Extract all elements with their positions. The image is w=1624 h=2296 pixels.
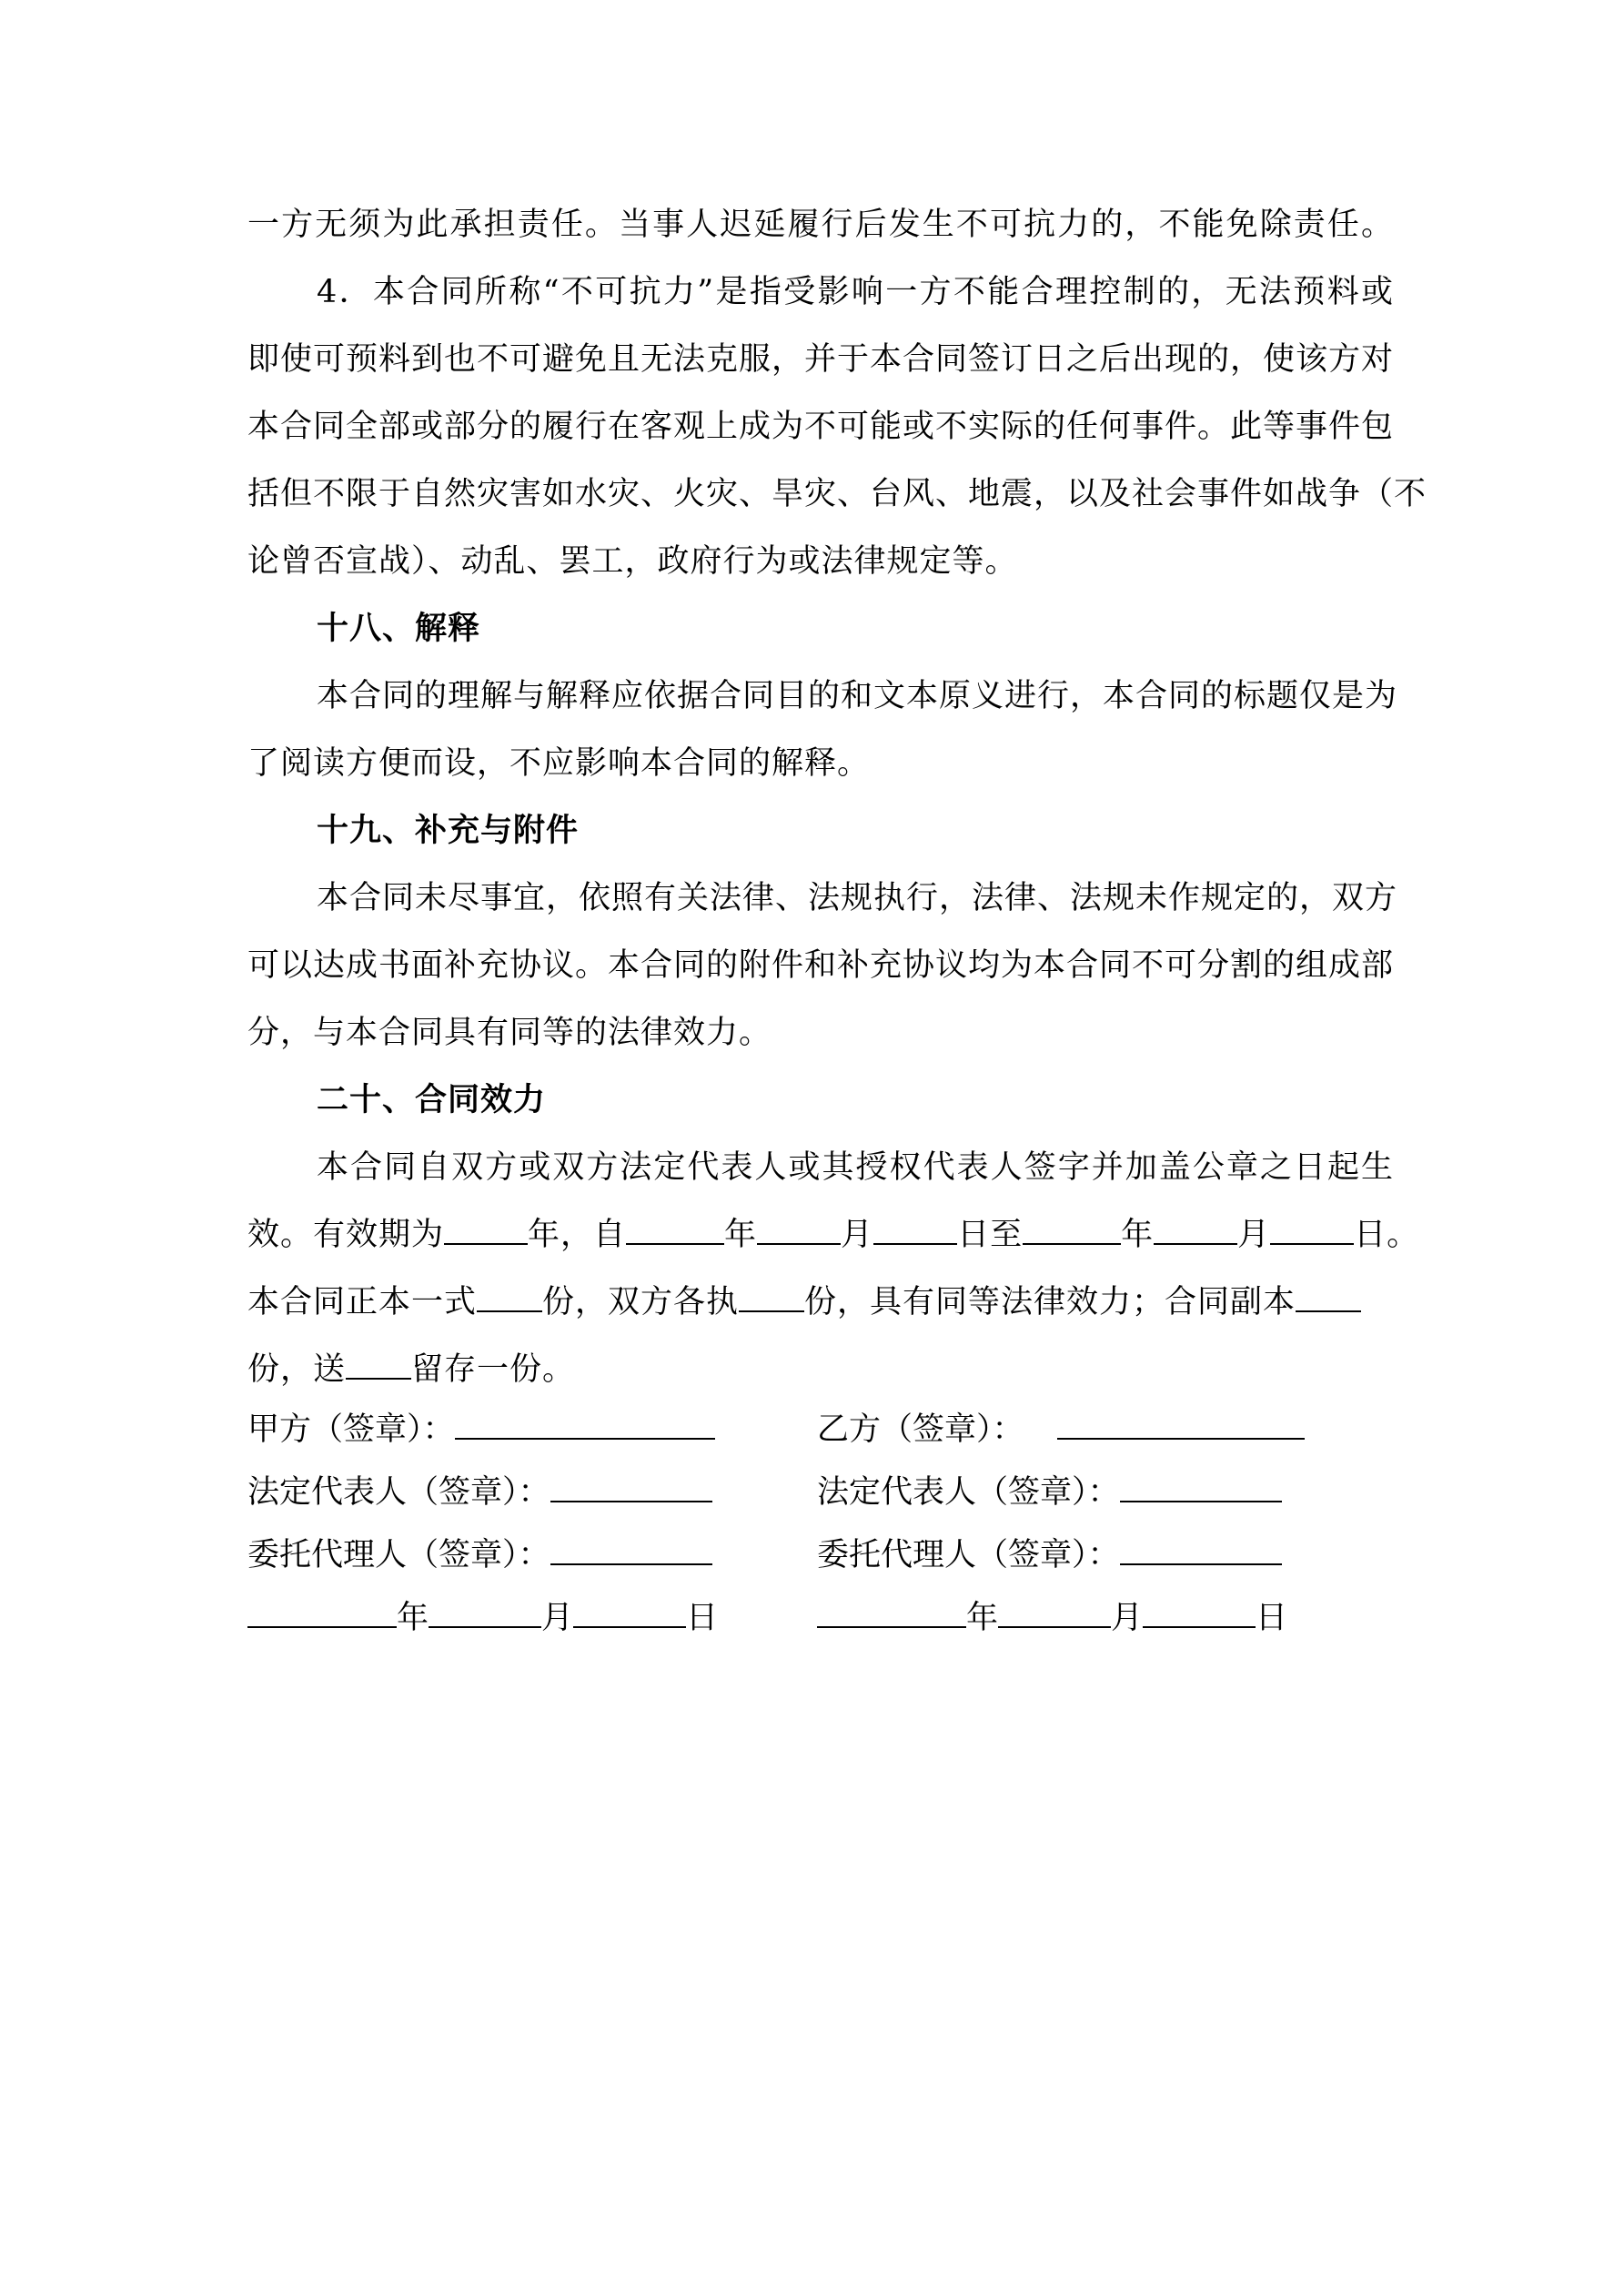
- party-a-signature: [247, 1399, 715, 1462]
- paragraph-line: 括但不限于自然灾害如水灾、火灾、旱灾、台风、地震，以及社会事件如战争（不: [247, 476, 1427, 512]
- day-label: 日: [1256, 1600, 1288, 1636]
- paragraph-line: 一方无须为此承担责任。当事人迟延履行后发生不可抗力的，不能免除责任。: [247, 207, 1394, 243]
- text-segment: 年，自: [528, 1217, 627, 1253]
- text-segment: 月: [1237, 1217, 1271, 1253]
- text-segment: 年: [724, 1217, 758, 1253]
- text-segment: 日至: [957, 1217, 1024, 1253]
- agent-label: 委托代理人（签章）：: [817, 1537, 1120, 1573]
- month-label: 月: [541, 1600, 574, 1636]
- blank-field[interactable]: [626, 1216, 724, 1245]
- date-month-field[interactable]: [429, 1595, 541, 1628]
- text-segment: 月: [841, 1217, 874, 1253]
- party-a-agent: [247, 1524, 712, 1587]
- month-label: 月: [1111, 1600, 1144, 1636]
- contract-page: [247, 191, 1427, 1403]
- paragraph-line: 了阅读方便而设，不应影响本合同的解释。: [247, 745, 871, 782]
- blank-field[interactable]: [346, 1350, 411, 1380]
- validity-line: [247, 1201, 1420, 1269]
- agent-label: 委托代理人（签章）：: [247, 1537, 550, 1573]
- party-b-signature-field[interactable]: [1057, 1407, 1305, 1440]
- paragraph-line: 本合同的理解与解释应依据合同目的和文本原义进行，本合同的标题仅是为: [317, 678, 1398, 714]
- signature-block: [247, 1399, 1394, 1650]
- party-a-legal-rep-field[interactable]: [550, 1470, 712, 1502]
- legal-rep-label: 法定代表人（签章）：: [817, 1474, 1120, 1511]
- party-b-signature: [817, 1399, 1305, 1462]
- party-b-legal-rep: [817, 1462, 1282, 1524]
- text-segment: 份，送: [247, 1351, 347, 1388]
- paragraph-line: 分，与本合同具有同等的法律效力。: [247, 1015, 772, 1051]
- party-a-agent-field[interactable]: [550, 1532, 712, 1565]
- year-label: 年: [397, 1600, 429, 1636]
- section-heading-20: 二十、合同效力: [317, 1081, 547, 1118]
- section-heading-19: 十九、补充与附件: [317, 812, 580, 849]
- signature-row-date: [247, 1587, 1394, 1650]
- date-year-field[interactable]: [817, 1595, 966, 1628]
- blank-field[interactable]: [873, 1216, 957, 1245]
- blank-field[interactable]: [757, 1216, 841, 1245]
- date-month-field[interactable]: [998, 1595, 1111, 1628]
- party-b-date: [817, 1587, 1287, 1650]
- date-year-field[interactable]: [247, 1595, 397, 1628]
- legal-rep-label: 法定代表人（签章）：: [247, 1474, 550, 1511]
- date-day-field[interactable]: [1143, 1595, 1256, 1628]
- section-heading-18: 十八、解释: [317, 610, 481, 647]
- paragraph-line: 本合同全部或部分的履行在客观上成为不可能或不实际的任何事件。此等事件包: [247, 409, 1395, 445]
- paragraph-line: 即使可预料到也不可避免且无法克服，并于本合同签订日之后出现的，使该方对: [247, 341, 1395, 378]
- year-label: 年: [966, 1600, 999, 1636]
- paragraph-line: 论曾否宣战）、动乱、罢工，政府行为或法律规定等。: [247, 543, 1018, 580]
- signature-row-legal-rep: [247, 1462, 1394, 1524]
- text-segment: 年: [1121, 1217, 1155, 1253]
- text-segment: 份，双方各执: [542, 1284, 740, 1320]
- party-a-legal-rep: [247, 1462, 712, 1524]
- party-a-date: [247, 1587, 718, 1650]
- text-segment: 留存一份。: [411, 1351, 576, 1388]
- signature-row-agent: [247, 1524, 1394, 1587]
- party-a-signature-field[interactable]: [455, 1407, 715, 1440]
- party-a-label: 甲方（签章）：: [247, 1411, 455, 1448]
- copies-line-2: [247, 1336, 1394, 1403]
- text-segment: 日。: [1354, 1217, 1420, 1253]
- copies-line: [247, 1269, 1394, 1336]
- paragraph-line: 本合同未尽事宜，依照有关法律、法规执行，法律、法规未作规定的，双方: [317, 880, 1398, 916]
- signature-row-party: [247, 1399, 1394, 1462]
- blank-field[interactable]: [444, 1216, 528, 1245]
- party-b-agent: [817, 1524, 1282, 1587]
- text-segment: 效。有效期为: [247, 1217, 445, 1253]
- blank-field[interactable]: [477, 1283, 542, 1312]
- party-b-legal-rep-field[interactable]: [1120, 1470, 1282, 1502]
- date-day-field[interactable]: [573, 1595, 686, 1628]
- blank-field[interactable]: [1270, 1216, 1354, 1245]
- text-segment: 份，具有同等法律效力；合同副本: [804, 1284, 1296, 1320]
- party-b-label: 乙方（签章）：: [817, 1411, 1024, 1448]
- paragraph-line: 本合同自双方或双方法定代表人或其授权代表人签字并加盖公章之日起生: [317, 1149, 1394, 1186]
- day-label: 日: [686, 1600, 719, 1636]
- blank-field[interactable]: [1154, 1216, 1237, 1245]
- party-b-agent-field[interactable]: [1120, 1532, 1282, 1565]
- paragraph-line: 4．本合同所称“不可抗力”是指受影响一方不能合理控制的，无法预料或: [317, 274, 1394, 310]
- blank-field[interactable]: [1296, 1283, 1361, 1312]
- blank-field[interactable]: [739, 1283, 804, 1312]
- paragraph-line: 可以达成书面补充协议。本合同的附件和补充协议均为本合同不可分割的组成部: [247, 947, 1395, 984]
- text-segment: 本合同正本一式: [247, 1284, 478, 1320]
- blank-field[interactable]: [1023, 1216, 1121, 1245]
